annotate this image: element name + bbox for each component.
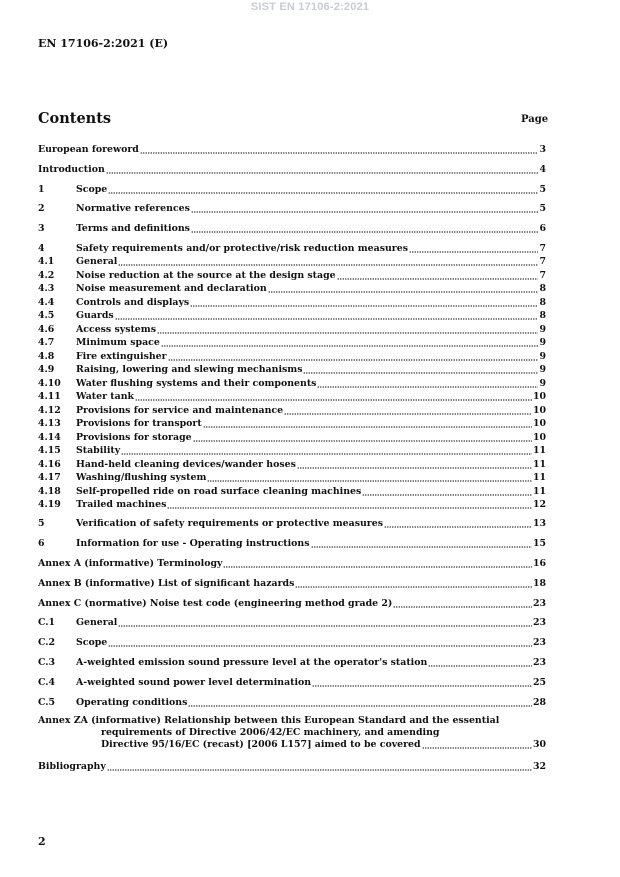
toc-page-number: 10 xyxy=(532,405,546,416)
toc-page-number: 28 xyxy=(532,697,546,708)
toc-entry-title: Operating conditions xyxy=(76,697,188,708)
toc-page-number: 7 xyxy=(539,270,546,281)
dot-leader xyxy=(311,546,532,548)
toc-entry-title: Water tank xyxy=(76,391,135,402)
toc-entry[interactable] xyxy=(38,143,546,156)
toc-entry-title: Noise measurement and declaration xyxy=(76,283,267,294)
toc-page-number: 23 xyxy=(532,598,546,609)
toc-page-number: 30 xyxy=(532,739,546,750)
contents-heading: Contents xyxy=(38,110,112,127)
toc-entry-title: A-weighted sound power level determination xyxy=(76,677,312,688)
toc-entry-title: Safety requirements and/or protective/risk reduction measures xyxy=(76,243,408,254)
dot-leader xyxy=(203,426,532,428)
toc-entry-number: 4.6 xyxy=(38,324,55,335)
toc-page-number: 9 xyxy=(539,324,546,335)
toc-entry-number: 4.7 xyxy=(38,337,55,348)
toc-entry-number: C.4 xyxy=(38,677,56,688)
dot-leader xyxy=(191,211,539,213)
toc-entry[interactable] xyxy=(38,431,546,444)
toc-entry-title: Controls and displays xyxy=(76,297,190,308)
toc-entry[interactable] xyxy=(38,350,546,363)
toc-page-number: 5 xyxy=(539,184,546,195)
toc-entry-title: Annex C (normative) Noise test code (engineering method grade 2) xyxy=(38,598,393,609)
toc-entry[interactable] xyxy=(38,202,546,215)
annex-za-line2: requirements of Directive 2006/42/EC machinery, and amending xyxy=(101,727,440,738)
toc-entry[interactable] xyxy=(38,636,546,649)
toc-entry-number: 4.17 xyxy=(38,472,61,483)
toc-entry[interactable] xyxy=(38,417,546,430)
toc-page-number: 32 xyxy=(532,761,546,772)
toc-page-number: 7 xyxy=(539,243,546,254)
dot-leader xyxy=(284,413,532,415)
toc-entry[interactable] xyxy=(38,458,546,471)
toc-entry-title: Hand-held cleaning devices/wander hoses xyxy=(76,459,296,470)
toc-entry-title: Provisions for transport xyxy=(76,418,202,429)
toc-entry-number: 3 xyxy=(38,223,45,234)
toc-page-number: 9 xyxy=(539,364,546,375)
dot-leader xyxy=(108,645,532,647)
toc-page-number: 4 xyxy=(539,164,546,175)
toc-page-number: 8 xyxy=(539,310,546,321)
toc-entry-bibliography[interactable] xyxy=(38,760,546,773)
toc-entry[interactable] xyxy=(38,577,546,590)
toc-entry-title: Information for use - Operating instructions xyxy=(76,538,310,549)
toc-entry-number: 6 xyxy=(38,538,45,549)
page-column-label: Page xyxy=(521,114,549,125)
toc-page-number: 23 xyxy=(532,617,546,628)
dot-leader xyxy=(337,278,539,280)
toc-page-number: 16 xyxy=(532,558,546,569)
toc-page-number: 10 xyxy=(532,391,546,402)
toc-entry[interactable] xyxy=(38,444,546,457)
toc-entry[interactable] xyxy=(38,242,546,255)
toc-page-number: 11 xyxy=(532,486,546,497)
toc-entry[interactable] xyxy=(38,485,546,498)
toc-entry[interactable] xyxy=(38,163,546,176)
toc-entry-number: 4.16 xyxy=(38,459,61,470)
toc-entry-title: Noise reduction at the source at the design stage xyxy=(76,270,336,281)
toc-entry[interactable] xyxy=(38,616,546,629)
toc-entry[interactable] xyxy=(38,323,546,336)
toc-entry[interactable] xyxy=(38,363,546,376)
toc-entry-number: 4.2 xyxy=(38,270,55,281)
document-id: EN 17106-2:2021 (E) xyxy=(38,37,169,50)
dot-leader xyxy=(167,507,532,509)
toc-entry[interactable] xyxy=(38,696,546,709)
dot-leader xyxy=(121,453,532,455)
toc-page-number: 8 xyxy=(539,283,546,294)
toc-entry-title: Provisions for service and maintenance xyxy=(76,405,284,416)
dot-leader xyxy=(393,606,532,608)
toc-entry-annex-za[interactable] xyxy=(38,715,546,751)
toc-entry[interactable] xyxy=(38,336,546,349)
toc-entry-number: C.2 xyxy=(38,637,56,648)
toc-page-number: 8 xyxy=(539,297,546,308)
toc-entry-title: Fire extinguisher xyxy=(76,351,167,362)
toc-page-number: 10 xyxy=(532,432,546,443)
toc-entry[interactable] xyxy=(38,377,546,390)
toc-entry-title: Access systems xyxy=(76,324,156,335)
annex-za-line3: Directive 95/16/EC (recast) [2006 L157] aimed to be covered xyxy=(101,739,421,750)
toc-entry-number: C.5 xyxy=(38,697,56,708)
toc-entry-title: Annex B (informative) List of significant hazards xyxy=(38,578,295,589)
toc-entry-number: C.1 xyxy=(38,617,56,628)
dot-leader xyxy=(268,291,539,293)
toc-entry-number: 5 xyxy=(38,518,45,529)
dot-leader xyxy=(428,665,532,667)
watermark: SIST EN 17106-2:2021 xyxy=(250,1,370,13)
toc-entry-title: Washing/flushing system xyxy=(76,472,207,483)
toc-page-number: 9 xyxy=(539,378,546,389)
dot-leader xyxy=(191,231,539,233)
toc-entry-number: 4.1 xyxy=(38,256,55,267)
dot-leader xyxy=(193,440,532,442)
dot-leader xyxy=(118,625,532,627)
toc-entry[interactable] xyxy=(38,282,546,295)
dot-leader xyxy=(207,480,532,482)
toc-entry-number: 4.18 xyxy=(38,486,61,497)
dot-leader xyxy=(362,494,532,496)
dot-leader xyxy=(118,264,538,266)
toc-entry-number: 4.3 xyxy=(38,283,55,294)
dot-leader xyxy=(107,769,532,771)
toc-entry-title: Scope xyxy=(76,637,108,648)
toc-entry-number: 4.9 xyxy=(38,364,55,375)
toc-page-number: 11 xyxy=(532,472,546,483)
dot-leader xyxy=(295,586,532,588)
toc-entry-title: Normative references xyxy=(76,203,190,214)
dot-leader xyxy=(157,332,538,334)
dot-leader xyxy=(312,685,532,687)
toc-entry-title: Provisions for storage xyxy=(76,432,192,443)
toc-entry[interactable] xyxy=(38,269,546,282)
toc-page-number: 23 xyxy=(532,637,546,648)
toc-entry-title: A-weighted emission sound pressure level at the operator's station xyxy=(76,657,428,668)
dot-leader xyxy=(140,152,539,154)
toc-entry[interactable] xyxy=(38,296,546,309)
dot-leader xyxy=(135,399,532,401)
dot-leader xyxy=(161,345,539,347)
toc-entry-title: Stability xyxy=(76,445,121,456)
dot-leader xyxy=(115,318,539,320)
dot-leader xyxy=(223,566,531,568)
toc-entry[interactable] xyxy=(38,404,546,417)
toc-page-number: 11 xyxy=(532,459,546,470)
dot-leader xyxy=(106,172,539,174)
toc-page-number: 9 xyxy=(539,351,546,362)
toc-entry-number: 4 xyxy=(38,243,45,254)
toc-entry-number: 4.4 xyxy=(38,297,55,308)
toc-page-number: 10 xyxy=(532,418,546,429)
toc-entry-title: Trailed machines xyxy=(76,499,167,510)
toc-entry-title: Guards xyxy=(76,310,114,321)
toc-entry-title: General xyxy=(76,256,118,267)
toc-entry[interactable] xyxy=(38,390,546,403)
toc-entry-number: 4.11 xyxy=(38,391,61,402)
dot-leader xyxy=(317,386,538,388)
toc-entry[interactable] xyxy=(38,676,546,689)
toc-page-number: 3 xyxy=(539,144,546,155)
toc-page-number: 6 xyxy=(539,223,546,234)
toc-entry-title: Annex A (informative) Terminology xyxy=(38,558,223,569)
toc-entry-title: European foreword xyxy=(38,144,139,155)
toc-entry-title: Self-propelled ride on road surface cleaning machines xyxy=(76,486,362,497)
toc-entry[interactable] xyxy=(38,517,546,530)
dot-leader xyxy=(188,705,532,707)
toc-entry-title: Scope xyxy=(76,184,108,195)
toc-entry-number: 4.10 xyxy=(38,378,61,389)
dot-leader xyxy=(297,467,532,469)
dot-leader xyxy=(303,372,538,374)
footer-page-number: 2 xyxy=(38,835,46,848)
toc-page-number: 7 xyxy=(539,256,546,267)
toc-entry-title: Terms and definitions xyxy=(76,223,190,234)
toc-entry[interactable] xyxy=(38,656,546,669)
toc-page-number: 12 xyxy=(532,499,546,510)
toc-entry-number: 2 xyxy=(38,203,45,214)
toc-entry[interactable] xyxy=(38,471,546,484)
toc-entry[interactable] xyxy=(38,255,546,268)
toc-entry[interactable] xyxy=(38,309,546,322)
toc-entry-number: 4.12 xyxy=(38,405,61,416)
dot-leader xyxy=(190,305,538,307)
toc-page-number: 18 xyxy=(532,578,546,589)
dot-leader xyxy=(422,747,532,749)
toc-entry-number: 4.5 xyxy=(38,310,55,321)
toc-entry-title: Bibliography xyxy=(38,761,106,772)
toc-entry[interactable] xyxy=(38,222,546,235)
toc-entry[interactable] xyxy=(38,183,546,196)
dot-leader xyxy=(168,359,539,361)
dot-leader xyxy=(108,192,538,194)
toc-entry[interactable] xyxy=(38,498,546,511)
toc-entry-number: 4.15 xyxy=(38,445,61,456)
toc-page-number: 13 xyxy=(532,518,546,529)
toc-entry-title: General xyxy=(76,617,118,628)
toc-entry-title: Minimum space xyxy=(76,337,160,348)
toc-entry-number: 4.19 xyxy=(38,499,61,510)
toc-entry[interactable] xyxy=(38,557,546,570)
annex-za-line1: Annex ZA (informative) Relationship between this European Standard and the essential xyxy=(38,715,500,726)
toc-entry-number: 4.8 xyxy=(38,351,55,362)
toc-entry-title: Introduction xyxy=(38,164,105,175)
toc-entry-title: Raising, lowering and slewing mechanisms xyxy=(76,364,303,375)
toc-page-number: 23 xyxy=(532,657,546,668)
toc-entry[interactable] xyxy=(38,537,546,550)
toc-page-number: 15 xyxy=(532,538,546,549)
toc-entry-title: Verification of safety requirements or protective measures xyxy=(76,518,383,529)
toc-entry-number: 1 xyxy=(38,184,45,195)
toc-page-number: 25 xyxy=(532,677,546,688)
toc-entry-number: 4.13 xyxy=(38,418,61,429)
toc-entry-number: 4.14 xyxy=(38,432,61,443)
toc-page-number: 5 xyxy=(539,203,546,214)
toc-page-number: 9 xyxy=(539,337,546,348)
toc-page-number: 11 xyxy=(532,445,546,456)
toc-entry[interactable] xyxy=(38,597,546,610)
toc-entry-title: Water flushing systems and their components xyxy=(76,378,317,389)
dot-leader xyxy=(409,251,538,253)
toc-entry-number: C.3 xyxy=(38,657,56,668)
dot-leader xyxy=(384,526,532,528)
